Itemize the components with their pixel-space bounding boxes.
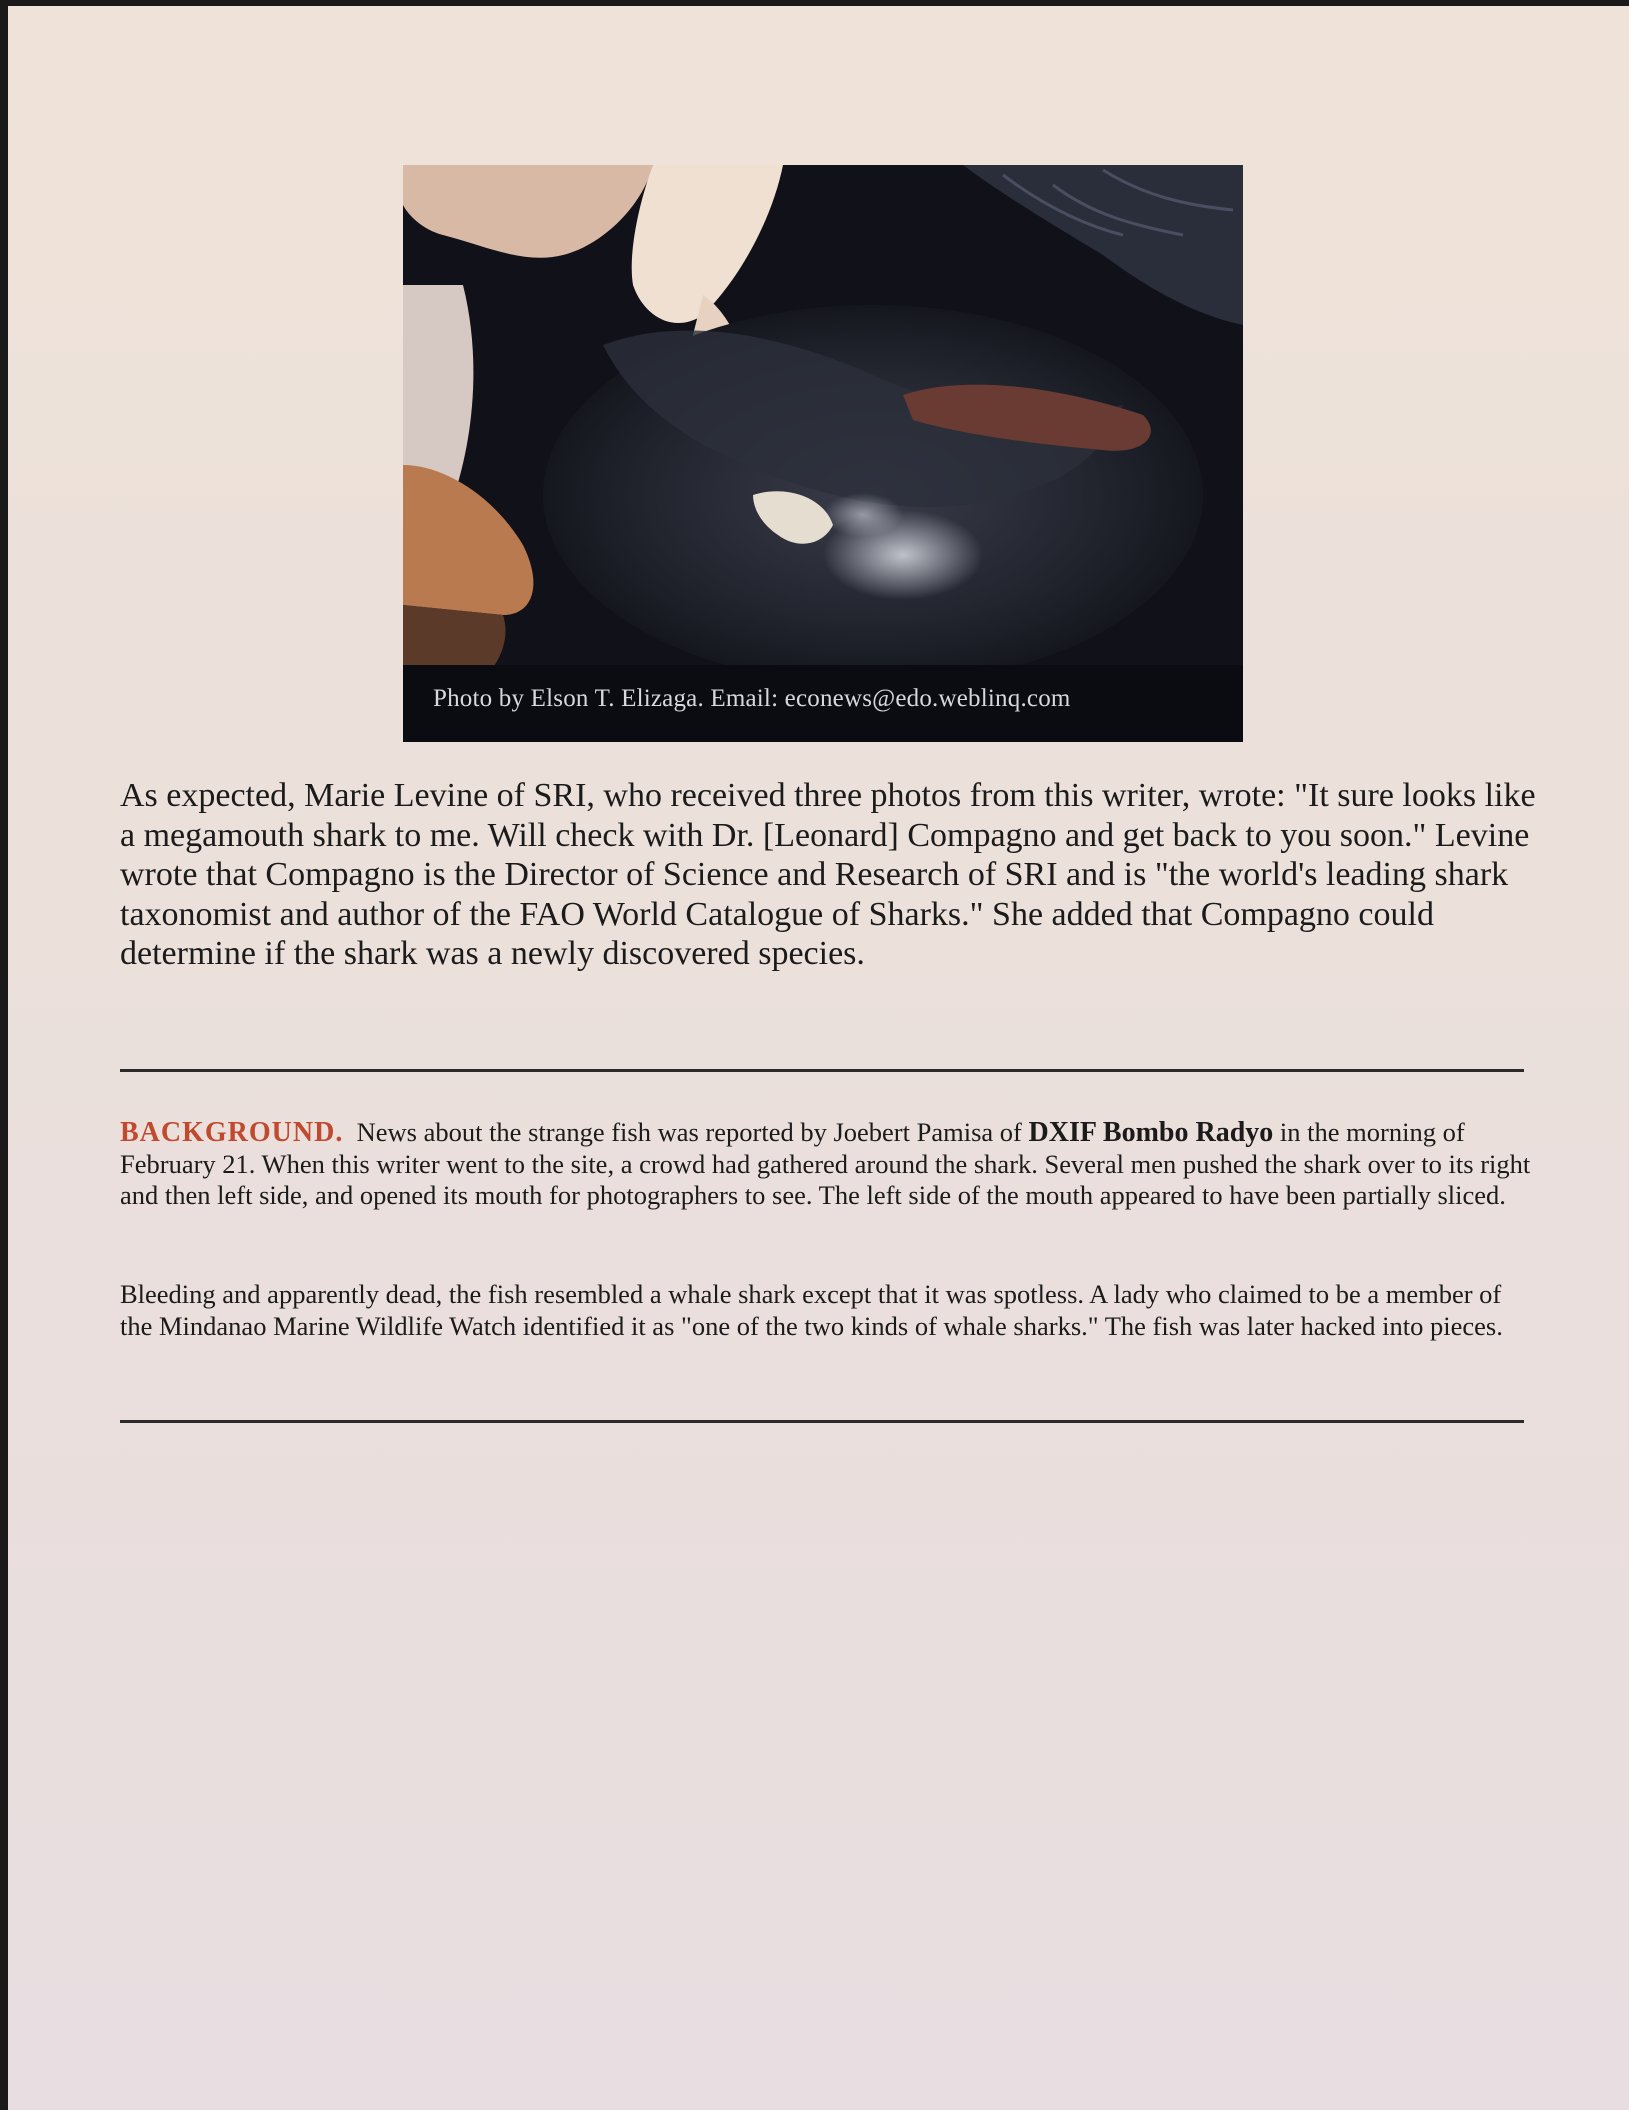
document-page bbox=[8, 6, 1629, 2110]
background-paragraph bbox=[120, 1117, 1540, 1212]
section-divider-bottom bbox=[120, 1420, 1524, 1423]
radio-station-name: DXIF Bombo Radyo bbox=[1028, 1117, 1274, 1148]
shark-photo bbox=[403, 165, 1243, 742]
shark-photo-image bbox=[403, 165, 1243, 742]
second-paragraph: Bleeding and apparently dead, the fish resembled a whale shark except that it was spotless. A lady who claimed to be a member of the Mindanao Marine Wildlife Watch identified it as "one of the two kinds of whale sharks." The fish was later hacked into pieces. bbox=[120, 1279, 1503, 1341]
photo-credit: Photo by Elson T. Elizaga. Email: econews@edo.weblinq.com bbox=[433, 685, 1071, 712]
lead-paragraph: As expected, Marie Levine of SRI, who received three photos from this writer, wrote: "It sure looks like a megamouth shark to me. Will check with Dr. [Leonard] Compagno and get back to you soon." Levine wrote that Compagno is the Director of Science and Research of SRI and is "the world's leading shark taxonomist and author of the FAO World Catalogue of Sharks." She added that Compagno could determine if the shark was a newly discovered species. bbox=[120, 777, 1536, 972]
section-divider-top bbox=[120, 1069, 1524, 1072]
background-text-after-station: in the morning of February 21. When this writer went to the site, a crowd had gathered around the shark. Several men pushed the shark over to its right and then left side, and opened its mouth for photographers to see. The left side of the mouth appeared to have been partially sliced. bbox=[120, 1117, 1531, 1210]
background-label: BACKGROUND. bbox=[120, 1117, 344, 1148]
background-text-before-station: News about the strange fish was reported by Joebert Pamisa of bbox=[356, 1117, 1022, 1147]
